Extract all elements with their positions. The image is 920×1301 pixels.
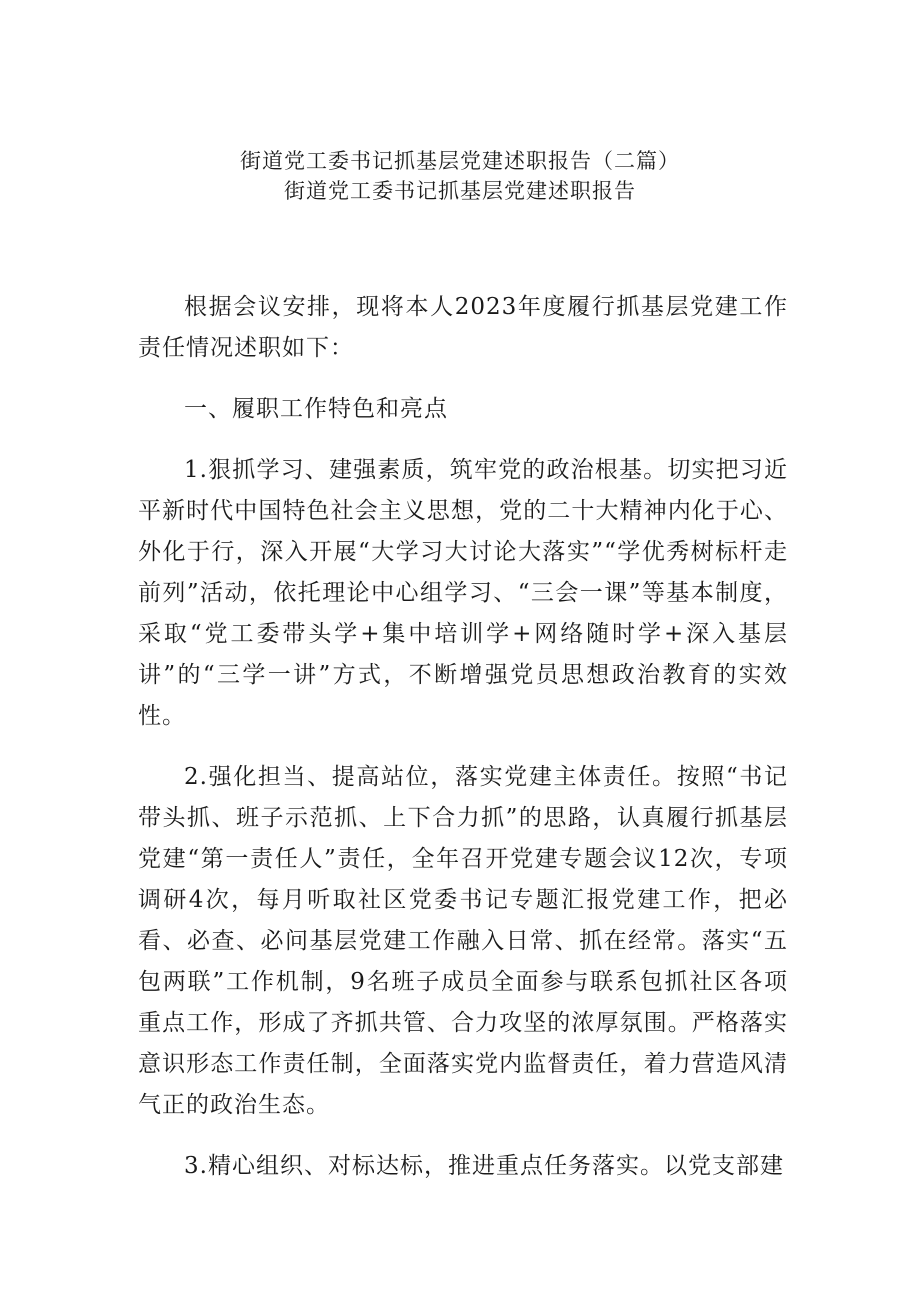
document-title: 街道党工委书记抓基层党建述职报告（二篇） xyxy=(240,149,680,173)
paragraph-item-2: 2.强化担当、提高站位，落实党建主体责任。按照“书记带头抓、班子示范抓、上下合力抓”的思路，认真履行抓基层党建“第一责任人”责任，全年召开党建专题会议12次，专项调研4次，每月听取社区党委书记专题汇报党建工作，把必看、必查、必问基层党建工作融入日常、抓在经常。落实“五包两联”工作机制，9名班子成员全面参与联系包抓社区各项重点工作，形成了齐抓共管、合力攻坚的浓厚氛围。严格落实意识形态工作责任制，全面落实党内监督责任，着力营造风清气正的政治生态。 xyxy=(138,764,788,1118)
document-subtitle: 街道党工委书记抓基层党建述职报告 xyxy=(284,179,636,203)
title-block xyxy=(0,146,920,206)
paragraph-item-1: 1.狠抓学习、建强素质，筑牢党的政治根基。切实把习近平新时代中国特色社会主义思想，党的二十大精神内化于心、外化于行，深入开展“大学习大讨论大落实”“学优秀树标杆走前列”活动，依托理论中心组学习、“三会一课”等基本制度，采取“党工委带头学+集中培训学+网络随时学+深入基层讲”的“三学一讲”方式，不断增强党员思想政治教育的实效性。 xyxy=(138,457,788,729)
paragraph-item-3: 3.精心组织、对标达标，推进重点任务落实。以党支部建 xyxy=(184,1153,784,1179)
section-heading: 一、履职工作特色和亮点 xyxy=(184,396,448,422)
intro-paragraph: 根据会议安排，现将本人2023年度履行抓基层党建工作责任情况述职如下： xyxy=(138,294,788,361)
document-body xyxy=(138,287,788,1207)
